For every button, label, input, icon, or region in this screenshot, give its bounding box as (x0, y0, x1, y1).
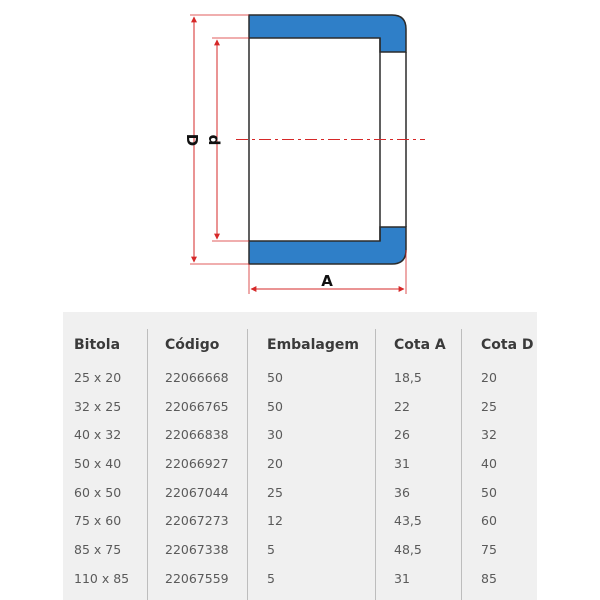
cell-codigo: 22066927 (165, 456, 229, 472)
cell-embalagem: 25 (267, 484, 283, 500)
cell-cota-a: 36 (394, 484, 410, 500)
column-cota-a (394, 332, 446, 594)
cell-cota-d: 50 (481, 484, 497, 500)
cell-cota-d: 25 (481, 398, 497, 414)
cell-cota-a: 48,5 (394, 542, 422, 558)
label-inner-diameter: d (205, 134, 223, 146)
cell-cota-d: 40 (481, 456, 497, 472)
header-cota-a: Cota A (394, 337, 446, 353)
cell-cota-a: 43,5 (394, 513, 422, 529)
column-divider (461, 329, 462, 600)
cell-bitola: 110 x 85 (74, 570, 130, 586)
cell-bitola: 85 x 75 (74, 542, 122, 558)
cell-cota-a: 31 (394, 570, 410, 586)
header-bitola: Bitola (74, 337, 121, 353)
label-length: A (321, 272, 333, 290)
cell-cota-a: 31 (394, 456, 410, 472)
column-divider (375, 329, 376, 600)
header-embalagem: Embalagem (267, 337, 359, 353)
cell-bitola: 32 x 25 (74, 398, 122, 414)
cell-embalagem: 30 (267, 427, 283, 443)
cell-codigo: 22066838 (165, 427, 229, 443)
cell-bitola: 40 x 32 (74, 427, 122, 443)
cell-embalagem: 5 (267, 570, 275, 586)
header-cota-d: Cota D (481, 337, 534, 353)
cell-embalagem: 50 (267, 370, 283, 385)
cell-bitola: 50 x 40 (74, 456, 122, 472)
column-divider (147, 329, 148, 600)
cell-embalagem: 5 (267, 542, 275, 558)
bushing-bottom-wall (249, 227, 406, 264)
cell-codigo: 22066668 (165, 370, 229, 385)
cell-codigo: 22067338 (165, 542, 229, 558)
cell-cota-d: 60 (481, 513, 497, 529)
cell-cota-a: 18,5 (394, 370, 422, 385)
cell-embalagem: 12 (267, 513, 283, 529)
cell-embalagem: 50 (267, 398, 283, 414)
cell-cota-a: 22 (394, 398, 410, 414)
header-codigo: Código (165, 337, 220, 353)
cell-codigo: 22067044 (165, 484, 229, 500)
cell-bitola: 75 x 60 (74, 513, 122, 529)
cell-cota-d: 32 (481, 427, 497, 443)
cell-cota-d: 75 (481, 542, 497, 558)
label-outer-diameter: D (183, 133, 201, 147)
cell-codigo: 22067559 (165, 570, 229, 586)
specification-table (63, 312, 537, 600)
cell-cota-d: 20 (481, 370, 497, 385)
cell-bitola: 25 x 20 (74, 370, 122, 385)
column-divider (247, 329, 248, 600)
cell-codigo: 22066765 (165, 398, 229, 414)
cell-embalagem: 20 (267, 456, 283, 472)
column-bitola (74, 332, 129, 594)
column-cota-d (481, 332, 534, 594)
cell-bitola: 60 x 50 (74, 484, 122, 500)
bushing-top-wall (249, 15, 406, 52)
cell-cota-a: 26 (394, 427, 410, 443)
cell-cota-d: 85 (481, 570, 497, 586)
column-embalagem (267, 332, 359, 594)
column-codigo (165, 332, 229, 594)
cell-codigo: 22067273 (165, 513, 229, 529)
